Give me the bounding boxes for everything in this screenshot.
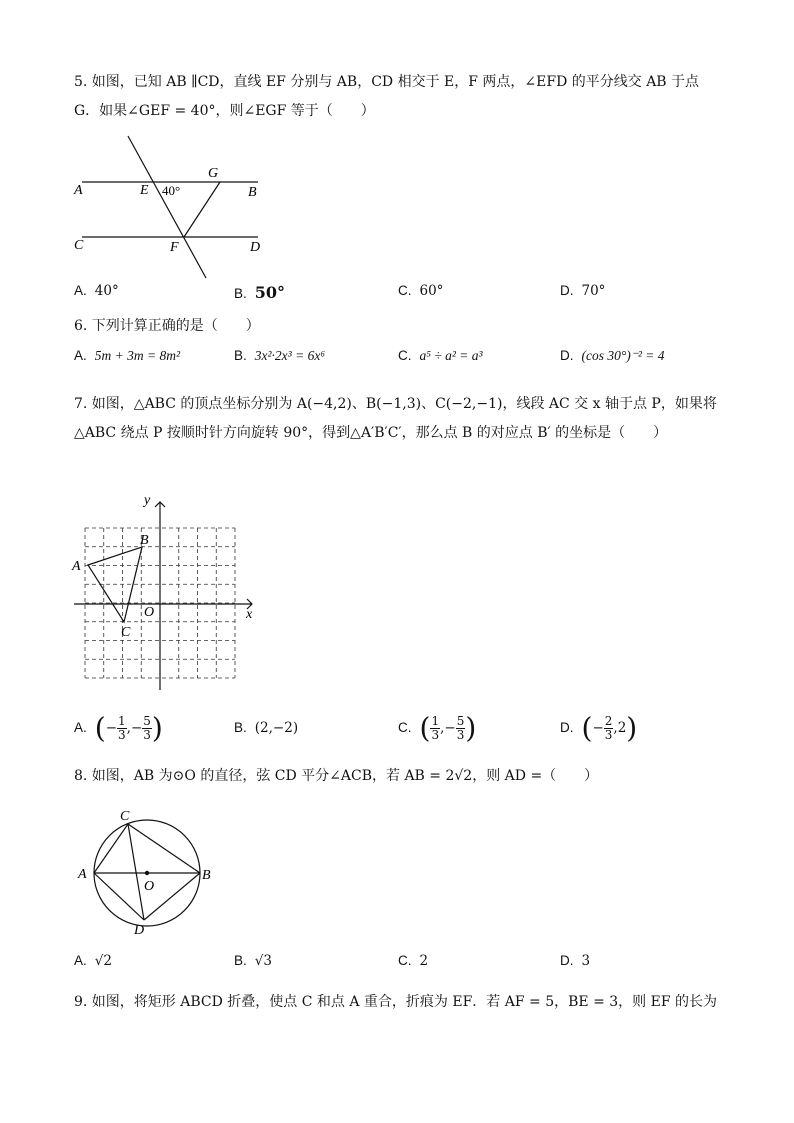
option-label: B. — [234, 348, 247, 363]
label-d: D — [250, 240, 261, 255]
label-g: G — [208, 166, 219, 181]
option-sign: − — [105, 720, 118, 736]
option-text: √3 — [254, 953, 272, 969]
question-8-options — [74, 953, 734, 983]
fraction-denominator: 3 — [456, 728, 465, 742]
fraction-numerator: 5 — [456, 714, 465, 728]
option-5b[interactable] — [234, 283, 285, 302]
option-7c[interactable]: C. ( $\frac{1}{3}$ ,− $\frac{5}{3}$ ) — [398, 711, 477, 745]
question-6-line-1: 6. 下列计算正确的是（ ） — [74, 318, 260, 334]
question-7-text — [74, 390, 734, 448]
question-8-text — [74, 762, 734, 791]
option-text: 70° — [581, 283, 606, 299]
fraction-numerator: 1 — [118, 714, 126, 728]
option-label: A. — [74, 283, 87, 298]
option-label: B. — [234, 953, 247, 968]
question-8-figure — [70, 804, 220, 940]
label-c: C — [120, 809, 130, 824]
option-label: A. — [74, 720, 87, 735]
label-o: O — [144, 605, 155, 620]
option-sign: − — [130, 720, 143, 736]
option-label: C. — [398, 953, 412, 968]
fraction-denominator: 3 — [118, 728, 126, 742]
label-a: A — [78, 867, 87, 882]
chord-cd — [128, 824, 144, 920]
fraction-numerator: 2 — [604, 714, 613, 728]
segment-cb — [128, 824, 200, 873]
option-text: √2 — [94, 953, 112, 969]
option-label: C. — [398, 720, 412, 735]
label-a: A — [74, 183, 83, 198]
label-c: C — [121, 625, 131, 640]
label-x: x — [246, 607, 253, 622]
option-6a[interactable] — [74, 348, 180, 364]
question-5-line-1: 5. 如图，已知 AB ∥CD，直线 EF 分别与 AB，CD 相交于 E，F 两点，∠EFD 的平分线交 AB 于点 — [74, 74, 700, 90]
option-8d[interactable] — [560, 953, 590, 969]
option-text: 2 — [419, 953, 429, 969]
label-b: B — [248, 185, 257, 200]
segment-ca — [94, 824, 128, 873]
option-7a[interactable]: A. (− $\frac{1}{3}$ ,− $\frac{5}{3}$ ) — [74, 711, 163, 745]
fraction-denominator: 3 — [604, 728, 613, 742]
question-5-options — [74, 283, 734, 313]
option-text: 5m + 3m = 8m² — [94, 348, 181, 363]
label-c: C — [74, 238, 84, 253]
option-label: D. — [560, 953, 574, 968]
line-ef — [128, 136, 206, 278]
question-7-line-1: 7. 如图，△ABC 的顶点坐标分别为 A(−4,2)、B(−1,3)、C(−2,−1)，线段 AC 交 x 轴于点 P，如果将 — [74, 396, 717, 412]
option-text: 3 — [581, 953, 591, 969]
option-sign: − — [444, 720, 456, 736]
label-a: A — [72, 559, 81, 574]
fraction-denominator: 3 — [143, 728, 151, 742]
segment-fg — [184, 182, 220, 237]
option-5a[interactable] — [74, 283, 119, 299]
option-label: D. — [560, 720, 574, 735]
option-text: a⁵ ÷ a² = a³ — [419, 348, 483, 363]
option-text: 60° — [419, 283, 444, 299]
label-d: D — [134, 923, 145, 938]
option-8b[interactable] — [234, 953, 272, 969]
option-text: (cos 30°)⁻² = 4 — [581, 348, 665, 363]
label-o: O — [144, 879, 155, 894]
option-label: D. — [560, 348, 574, 363]
option-6b[interactable] — [234, 348, 325, 364]
option-text: 40° — [94, 283, 119, 299]
question-7-figure — [70, 490, 270, 695]
segment-ad — [94, 873, 144, 920]
option-label: A. — [74, 348, 87, 363]
question-7-options — [74, 708, 734, 748]
question-6-options — [74, 348, 734, 378]
question-7-line-2: △ABC 绕点 P 按顺时针方向旋转 90°，得到△A′B′C′，那么点 B 的对应点 B′ 的坐标是（ ） — [74, 425, 668, 441]
option-7b[interactable] — [234, 708, 298, 748]
center-point — [145, 871, 149, 875]
option-label: B. — [234, 720, 247, 735]
option-label: C. — [398, 348, 412, 363]
fraction-denominator: 3 — [431, 728, 440, 742]
option-sign: − — [592, 720, 604, 736]
label-angle-40: 40° — [162, 183, 181, 198]
question-9-line-1: 9. 如图，将矩形 ABCD 折叠，使点 C 和点 A 重合，折痕为 EF．若 AF = 5，BE = 3，则 EF 的长为 — [74, 994, 718, 1010]
option-label: C. — [398, 283, 412, 298]
question-5-line-2: G．如果∠GEF = 40°，则∠EGF 等于（ ） — [74, 103, 375, 119]
option-7d[interactable]: D. (− $\frac{2}{3}$ ,2) — [560, 711, 638, 745]
option-8c[interactable] — [398, 953, 428, 969]
fraction-numerator: 1 — [431, 714, 440, 728]
option-label: D. — [560, 283, 574, 298]
fraction-numerator: 5 — [143, 714, 151, 728]
question-5-figure — [70, 130, 270, 280]
label-y: y — [144, 493, 151, 508]
option-6c[interactable] — [398, 348, 483, 364]
option-5d[interactable] — [560, 283, 605, 299]
label-e: E — [140, 183, 149, 198]
option-8a[interactable] — [74, 953, 112, 969]
option-5c[interactable] — [398, 283, 443, 299]
label-f: F — [170, 240, 179, 255]
option-6d[interactable] — [560, 348, 665, 364]
option-text: (2,−2) — [254, 720, 299, 736]
option-text: 50° — [254, 283, 286, 302]
label-b: B — [140, 533, 149, 548]
question-5-text — [74, 68, 734, 126]
option-label: B. — [234, 286, 247, 301]
question-8-line-1: 8. 如图，AB 为⊙O 的直径，弦 CD 平分∠ACB，若 AB = 2√2，则 AD =（ ） — [74, 768, 599, 784]
question-9-text — [74, 988, 734, 1017]
label-b: B — [202, 868, 211, 883]
option-text: 3x²·2x³ = 6x⁶ — [254, 348, 326, 363]
option-text: 2 — [617, 720, 627, 736]
question-6-text — [74, 312, 734, 341]
option-label: A. — [74, 953, 87, 968]
